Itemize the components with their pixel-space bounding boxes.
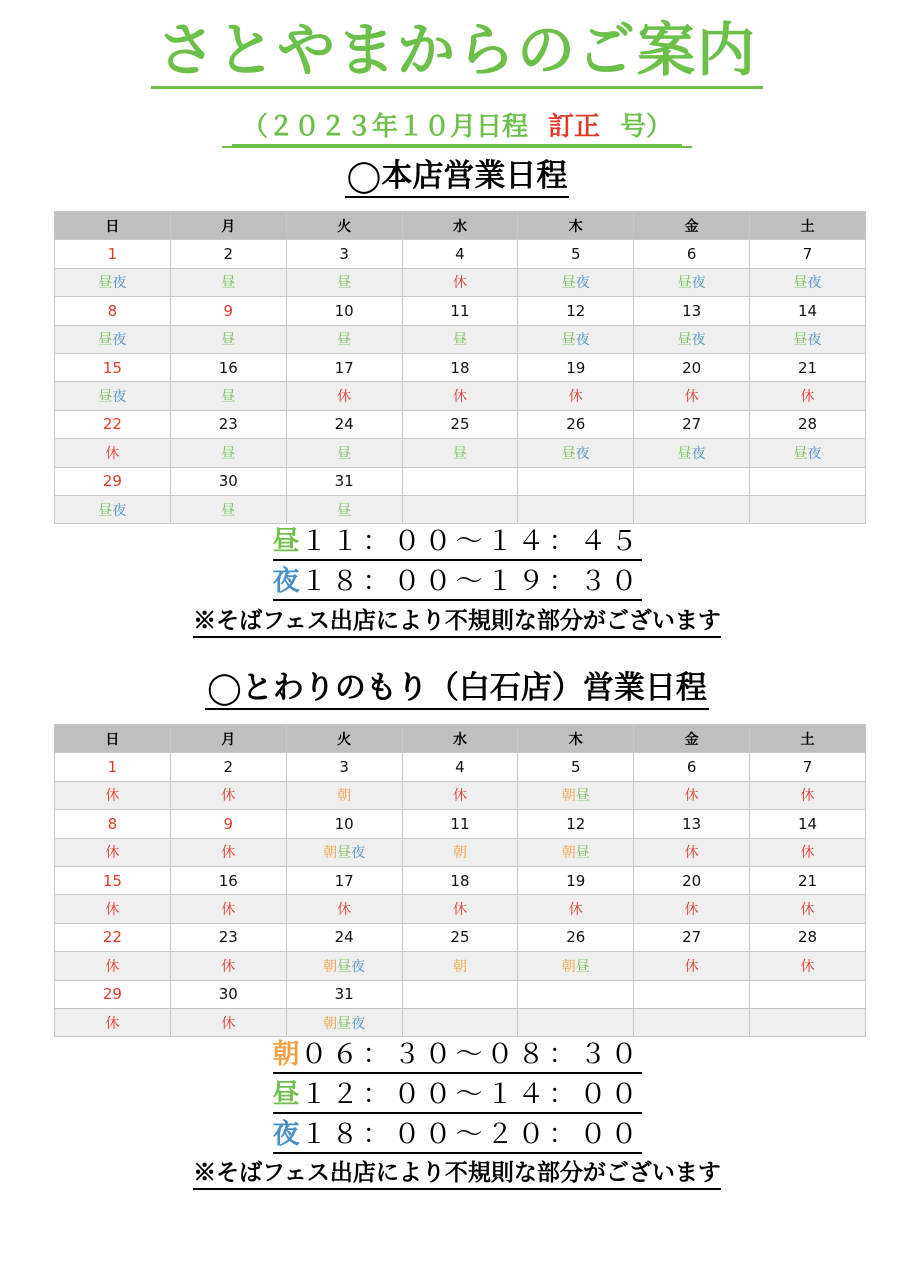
date-cell: 21: [750, 866, 866, 894]
date-cell: 13: [634, 297, 750, 325]
status-mark: 休: [221, 958, 236, 975]
honten-hours-lunch: [0, 525, 914, 561]
date-cell: 9: [170, 810, 286, 838]
status-mark: 休: [684, 389, 699, 406]
date-cell: 29: [55, 980, 171, 1008]
date-cell: 16: [170, 866, 286, 894]
date-cell: 26: [518, 410, 634, 438]
status-mark: 昼: [221, 502, 236, 519]
status-mark: 休: [337, 389, 352, 406]
status-cell: [55, 268, 171, 296]
status-mark: 休: [800, 902, 815, 919]
status-mark: 休: [221, 1015, 236, 1032]
hours-time: １２：００～１４：００: [300, 1079, 642, 1110]
status-mark: 夜: [575, 445, 590, 462]
status-mark: 昼: [561, 332, 576, 349]
status-row: [55, 268, 866, 296]
date-cell: 31: [286, 980, 402, 1008]
status-mark: 休: [221, 788, 236, 805]
date-cell: 10: [286, 297, 402, 325]
status-cell: [750, 382, 866, 410]
hours-label: 夜: [272, 566, 301, 597]
status-mark: 夜: [575, 275, 590, 292]
status-mark: 朝: [452, 958, 467, 975]
status-mark: 夜: [351, 958, 366, 975]
date-cell: 10: [286, 810, 402, 838]
status-mark: 昼: [575, 845, 590, 862]
status-row: [55, 495, 866, 523]
date-cell: 30: [170, 467, 286, 495]
status-cell: [286, 781, 402, 809]
date-row: [55, 810, 866, 838]
status-cell: [634, 895, 750, 923]
weekday-header: 土: [750, 725, 866, 753]
date-cell: 2: [170, 753, 286, 781]
status-mark: 朝: [561, 958, 576, 975]
status-cell: [402, 838, 518, 866]
date-cell: 4: [402, 240, 518, 268]
status-mark: 昼: [677, 445, 692, 462]
status-cell: [286, 439, 402, 467]
status-mark: 夜: [112, 389, 127, 406]
subtitle-text: [222, 110, 692, 148]
date-cell: 22: [55, 410, 171, 438]
status-cell: [402, 439, 518, 467]
date-cell: 16: [170, 353, 286, 381]
date-cell: [750, 467, 866, 495]
status-cell: [634, 838, 750, 866]
weekday-header-row: [55, 725, 866, 753]
date-cell: 25: [402, 410, 518, 438]
status-cell: [402, 325, 518, 353]
status-cell: [402, 495, 518, 523]
status-cell: [170, 382, 286, 410]
status-mark: 休: [105, 445, 120, 462]
status-cell: [170, 781, 286, 809]
towari-calendar: [54, 724, 866, 1037]
hours-label: 朝: [272, 1039, 301, 1070]
status-cell: [750, 268, 866, 296]
date-row: [55, 753, 866, 781]
date-cell: 6: [634, 753, 750, 781]
hours-label: 夜: [272, 1119, 301, 1150]
status-mark: 休: [568, 389, 583, 406]
status-cell: [286, 838, 402, 866]
hours-time: １８：００～２０：００: [300, 1119, 642, 1150]
date-cell: 23: [170, 410, 286, 438]
status-cell: [286, 268, 402, 296]
status-cell: [634, 495, 750, 523]
status-cell: [634, 325, 750, 353]
status-mark: 夜: [112, 275, 127, 292]
date-cell: 3: [286, 240, 402, 268]
hours-line: [273, 565, 642, 601]
status-cell: [286, 382, 402, 410]
status-cell: [55, 952, 171, 980]
status-mark: 昼: [337, 445, 352, 462]
status-cell: [750, 495, 866, 523]
date-cell: 8: [55, 810, 171, 838]
date-cell: 25: [402, 923, 518, 951]
status-cell: [55, 382, 171, 410]
status-cell: [518, 439, 634, 467]
status-mark: 夜: [807, 332, 822, 349]
date-cell: 18: [402, 353, 518, 381]
towari-hours-morning: [0, 1038, 914, 1074]
status-cell: [286, 952, 402, 980]
status-mark: 休: [568, 902, 583, 919]
status-cell: [55, 781, 171, 809]
status-mark: 昼: [337, 275, 352, 292]
weekday-header: 金: [634, 212, 750, 240]
status-mark: 朝: [323, 845, 338, 862]
status-mark: 休: [221, 845, 236, 862]
status-mark: 休: [684, 902, 699, 919]
status-cell: [286, 325, 402, 353]
status-mark: 昼: [677, 275, 692, 292]
status-mark: 夜: [112, 332, 127, 349]
hours-line: [273, 1118, 642, 1154]
date-cell: 15: [55, 353, 171, 381]
date-cell: 5: [518, 753, 634, 781]
status-mark: 昼: [221, 275, 236, 292]
date-cell: 4: [402, 753, 518, 781]
date-cell: 28: [750, 410, 866, 438]
date-cell: 13: [634, 810, 750, 838]
status-cell: [402, 952, 518, 980]
status-mark: 昼: [793, 445, 808, 462]
status-mark: 休: [105, 958, 120, 975]
status-mark: 夜: [807, 275, 822, 292]
status-mark: 昼: [337, 502, 352, 519]
towari-heading-text: ◯とわりのもり（白石店）営業日程: [205, 668, 709, 710]
date-cell: 9: [170, 297, 286, 325]
status-cell: [402, 382, 518, 410]
date-row: [55, 353, 866, 381]
status-cell: [634, 781, 750, 809]
hours-line: [273, 1078, 642, 1114]
status-row: [55, 325, 866, 353]
date-cell: [402, 467, 518, 495]
status-cell: [750, 1008, 866, 1036]
status-mark: 朝: [561, 845, 576, 862]
status-cell: [170, 838, 286, 866]
status-cell: [170, 439, 286, 467]
towari-note: [0, 1158, 914, 1190]
status-cell: [634, 382, 750, 410]
status-mark: 休: [221, 902, 236, 919]
weekday-header: 月: [170, 725, 286, 753]
date-cell: 20: [634, 353, 750, 381]
subtitle-after: 号）: [610, 110, 682, 146]
status-mark: 休: [800, 788, 815, 805]
status-cell: [55, 838, 171, 866]
status-cell: [518, 952, 634, 980]
hours-label: 昼: [272, 1079, 301, 1110]
status-mark: 昼: [337, 845, 352, 862]
date-row: [55, 980, 866, 1008]
page-title: [0, 14, 914, 89]
status-cell: [518, 895, 634, 923]
status-mark: 休: [105, 902, 120, 919]
hours-line: [273, 525, 642, 561]
status-cell: [170, 952, 286, 980]
date-row: [55, 297, 866, 325]
date-cell: 20: [634, 866, 750, 894]
date-cell: [518, 980, 634, 1008]
date-row: [55, 410, 866, 438]
status-mark: 昼: [452, 445, 467, 462]
status-mark: 休: [800, 958, 815, 975]
status-mark: 昼: [98, 275, 113, 292]
date-cell: 27: [634, 923, 750, 951]
status-mark: 夜: [807, 445, 822, 462]
status-cell: [750, 325, 866, 353]
status-cell: [518, 495, 634, 523]
status-cell: [286, 1008, 402, 1036]
status-mark: 夜: [691, 332, 706, 349]
status-mark: 朝: [561, 788, 576, 805]
date-cell: 24: [286, 923, 402, 951]
date-cell: 14: [750, 297, 866, 325]
honten-heading: [0, 156, 914, 198]
status-mark: 夜: [691, 275, 706, 292]
date-cell: 24: [286, 410, 402, 438]
status-mark: 休: [337, 902, 352, 919]
status-mark: 夜: [575, 332, 590, 349]
status-mark: 休: [452, 902, 467, 919]
date-cell: 1: [55, 240, 171, 268]
subtitle: [0, 110, 914, 148]
date-cell: 6: [634, 240, 750, 268]
status-cell: [634, 268, 750, 296]
date-cell: [402, 980, 518, 1008]
status-mark: 昼: [452, 332, 467, 349]
status-row: [55, 952, 866, 980]
status-row: [55, 439, 866, 467]
status-cell: [750, 838, 866, 866]
status-mark: 昼: [793, 275, 808, 292]
status-cell: [170, 495, 286, 523]
date-cell: 22: [55, 923, 171, 951]
date-cell: 8: [55, 297, 171, 325]
status-cell: [634, 952, 750, 980]
date-cell: 12: [518, 810, 634, 838]
date-cell: 15: [55, 866, 171, 894]
status-cell: [286, 495, 402, 523]
date-cell: 18: [402, 866, 518, 894]
weekday-header: 日: [55, 212, 171, 240]
status-mark: 昼: [561, 445, 576, 462]
status-cell: [518, 1008, 634, 1036]
status-mark: 朝: [323, 1015, 338, 1032]
date-cell: 3: [286, 753, 402, 781]
date-cell: 17: [286, 866, 402, 894]
status-cell: [170, 268, 286, 296]
status-mark: 昼: [221, 332, 236, 349]
towari-hours-lunch: [0, 1078, 914, 1114]
hours-time: １８：００～１９：３０: [300, 566, 642, 597]
status-row: [55, 781, 866, 809]
subtitle-correction: 訂正: [538, 110, 610, 146]
date-cell: [634, 467, 750, 495]
date-cell: 2: [170, 240, 286, 268]
weekday-header: 水: [402, 212, 518, 240]
date-cell: 7: [750, 753, 866, 781]
status-mark: 休: [105, 1015, 120, 1032]
status-row: [55, 895, 866, 923]
weekday-header: 木: [518, 212, 634, 240]
status-mark: 休: [684, 845, 699, 862]
status-mark: 夜: [112, 502, 127, 519]
status-mark: 昼: [337, 1015, 352, 1032]
date-cell: 5: [518, 240, 634, 268]
status-cell: [402, 781, 518, 809]
status-mark: 夜: [351, 1015, 366, 1032]
date-cell: [634, 980, 750, 1008]
status-mark: 休: [800, 845, 815, 862]
date-cell: 7: [750, 240, 866, 268]
date-cell: 27: [634, 410, 750, 438]
status-cell: [518, 325, 634, 353]
status-mark: 昼: [337, 958, 352, 975]
status-mark: 休: [452, 389, 467, 406]
date-row: [55, 923, 866, 951]
status-cell: [634, 439, 750, 467]
status-mark: 昼: [337, 332, 352, 349]
date-cell: 21: [750, 353, 866, 381]
status-mark: 昼: [575, 788, 590, 805]
status-row: [55, 838, 866, 866]
weekday-header: 木: [518, 725, 634, 753]
status-row: [55, 1008, 866, 1036]
date-row: [55, 467, 866, 495]
weekday-header: 月: [170, 212, 286, 240]
weekday-header: 土: [750, 212, 866, 240]
status-cell: [55, 495, 171, 523]
subtitle-before: （２０２３年１０月日程: [232, 110, 538, 146]
status-mark: 朝: [452, 845, 467, 862]
weekday-header: 金: [634, 725, 750, 753]
status-mark: 休: [800, 389, 815, 406]
status-mark: 昼: [221, 445, 236, 462]
date-cell: 1: [55, 753, 171, 781]
status-cell: [634, 1008, 750, 1036]
weekday-header: 火: [286, 725, 402, 753]
date-cell: 28: [750, 923, 866, 951]
towari-heading: [0, 668, 914, 710]
status-mark: 昼: [98, 502, 113, 519]
status-mark: 朝: [337, 788, 352, 805]
status-mark: 昼: [677, 332, 692, 349]
status-cell: [518, 268, 634, 296]
status-cell: [750, 895, 866, 923]
date-cell: 11: [402, 297, 518, 325]
title-text: さとやまからのご案内: [151, 14, 763, 89]
status-cell: [518, 382, 634, 410]
date-cell: 12: [518, 297, 634, 325]
date-cell: 17: [286, 353, 402, 381]
hours-time: １１：００～１４：４５: [300, 526, 642, 557]
status-cell: [170, 1008, 286, 1036]
date-row: [55, 240, 866, 268]
status-cell: [55, 895, 171, 923]
date-cell: 31: [286, 467, 402, 495]
weekday-header: 火: [286, 212, 402, 240]
hours-line: [273, 1038, 642, 1074]
status-cell: [750, 781, 866, 809]
status-mark: 朝: [323, 958, 338, 975]
status-mark: 昼: [793, 332, 808, 349]
status-mark: 昼: [221, 389, 236, 406]
status-cell: [402, 1008, 518, 1036]
honten-hours-dinner: [0, 565, 914, 601]
weekday-header-row: [55, 212, 866, 240]
status-cell: [170, 325, 286, 353]
status-cell: [402, 895, 518, 923]
date-cell: 30: [170, 980, 286, 1008]
honten-calendar: [54, 211, 866, 524]
date-cell: [518, 467, 634, 495]
status-mark: 昼: [561, 275, 576, 292]
status-mark: 休: [105, 788, 120, 805]
status-cell: [55, 325, 171, 353]
hours-label: 昼: [272, 526, 301, 557]
honten-note: [0, 606, 914, 638]
note-text: ※そばフェス出店により不規則な部分がございます: [193, 1158, 721, 1190]
date-cell: 19: [518, 866, 634, 894]
status-cell: [55, 1008, 171, 1036]
status-cell: [750, 439, 866, 467]
towari-hours-dinner: [0, 1118, 914, 1154]
status-cell: [402, 268, 518, 296]
status-mark: 夜: [691, 445, 706, 462]
status-mark: 休: [452, 275, 467, 292]
date-cell: 26: [518, 923, 634, 951]
status-mark: 休: [452, 788, 467, 805]
status-row: [55, 382, 866, 410]
date-cell: 19: [518, 353, 634, 381]
date-cell: 29: [55, 467, 171, 495]
status-mark: 昼: [575, 958, 590, 975]
weekday-header: 日: [55, 725, 171, 753]
status-mark: 昼: [98, 332, 113, 349]
status-cell: [518, 838, 634, 866]
date-cell: 23: [170, 923, 286, 951]
weekday-header: 水: [402, 725, 518, 753]
status-mark: 昼: [98, 389, 113, 406]
status-mark: 休: [684, 788, 699, 805]
note-text: ※そばフェス出店により不規則な部分がございます: [193, 606, 721, 638]
status-mark: 夜: [351, 845, 366, 862]
status-cell: [286, 895, 402, 923]
status-mark: 休: [684, 958, 699, 975]
hours-time: ０６：３０～０８：３０: [300, 1039, 642, 1070]
date-row: [55, 866, 866, 894]
status-cell: [55, 439, 171, 467]
status-mark: 休: [105, 845, 120, 862]
date-cell: 14: [750, 810, 866, 838]
status-cell: [750, 952, 866, 980]
honten-heading-text: ◯本店営業日程: [345, 156, 570, 198]
date-cell: 11: [402, 810, 518, 838]
status-cell: [518, 781, 634, 809]
status-cell: [170, 895, 286, 923]
date-cell: [750, 980, 866, 1008]
